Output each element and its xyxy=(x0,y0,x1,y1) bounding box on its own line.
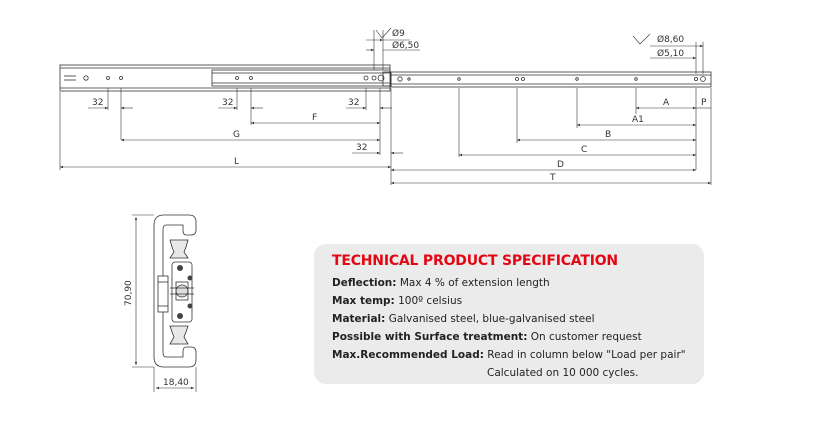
dimension-labels xyxy=(92,28,707,183)
dim-G: G xyxy=(233,130,240,140)
spec-label: Deflection: xyxy=(332,277,397,289)
dim-P: P xyxy=(701,98,707,108)
spec-value: Galvanised steel, blue-galvanised steel xyxy=(388,313,595,325)
spec-item-max-temp xyxy=(332,292,686,310)
spec-label: Material: xyxy=(332,313,386,325)
spec-label: Max.Recommended Load: xyxy=(332,349,484,361)
spec-panel xyxy=(314,244,704,384)
dim-32-mid-a: 32 xyxy=(348,98,360,108)
dim-dia9: Ø9 xyxy=(392,29,405,39)
spec-value: Read in column below "Load per pair" xyxy=(487,349,686,361)
spec-value: Max 4 % of extension length xyxy=(399,277,550,289)
dim-32-left-b: 32 xyxy=(222,98,234,108)
dim-dia860: Ø8,60 xyxy=(657,35,685,45)
dim-height: 70,90 xyxy=(124,280,134,306)
spec-item-deflection xyxy=(332,274,686,292)
extension-lines xyxy=(60,30,711,185)
spec-title: TECHNICAL PRODUCT SPECIFICATION xyxy=(332,253,618,269)
spec-value: On customer request xyxy=(530,331,642,343)
spec-label: Max temp: xyxy=(332,295,395,307)
slide-side-view xyxy=(60,65,711,91)
spec-item-surface-treatment xyxy=(332,328,686,346)
spec-item-cycles xyxy=(332,364,686,382)
dim-D: D xyxy=(557,160,564,170)
dim-C: C xyxy=(581,145,588,155)
dim-T: T xyxy=(550,173,556,183)
dim-B: B xyxy=(605,130,612,140)
dim-32-mid-b: 32 xyxy=(356,143,368,153)
spec-item-material xyxy=(332,310,686,328)
spec-value: Calculated on 10 000 cycles. xyxy=(487,367,639,379)
dim-F: F xyxy=(312,113,318,123)
dim-dia650: Ø6,50 xyxy=(392,41,420,51)
cross-section-view xyxy=(154,215,196,367)
dim-dia510: Ø5,10 xyxy=(657,49,685,59)
spec-value: 100º celsius xyxy=(398,295,463,307)
dim-A: A xyxy=(663,98,670,108)
spec-list xyxy=(332,274,686,382)
dim-32-left-a: 32 xyxy=(92,98,104,108)
spec-label: Possible with Surface treatment: xyxy=(332,331,528,343)
dim-width: 18,40 xyxy=(163,378,189,388)
dim-A1: A1 xyxy=(632,115,644,125)
inner-rail xyxy=(391,72,711,87)
dimension-lines xyxy=(60,28,711,183)
spec-item-max-load xyxy=(332,346,686,364)
dim-L: L xyxy=(234,157,240,167)
